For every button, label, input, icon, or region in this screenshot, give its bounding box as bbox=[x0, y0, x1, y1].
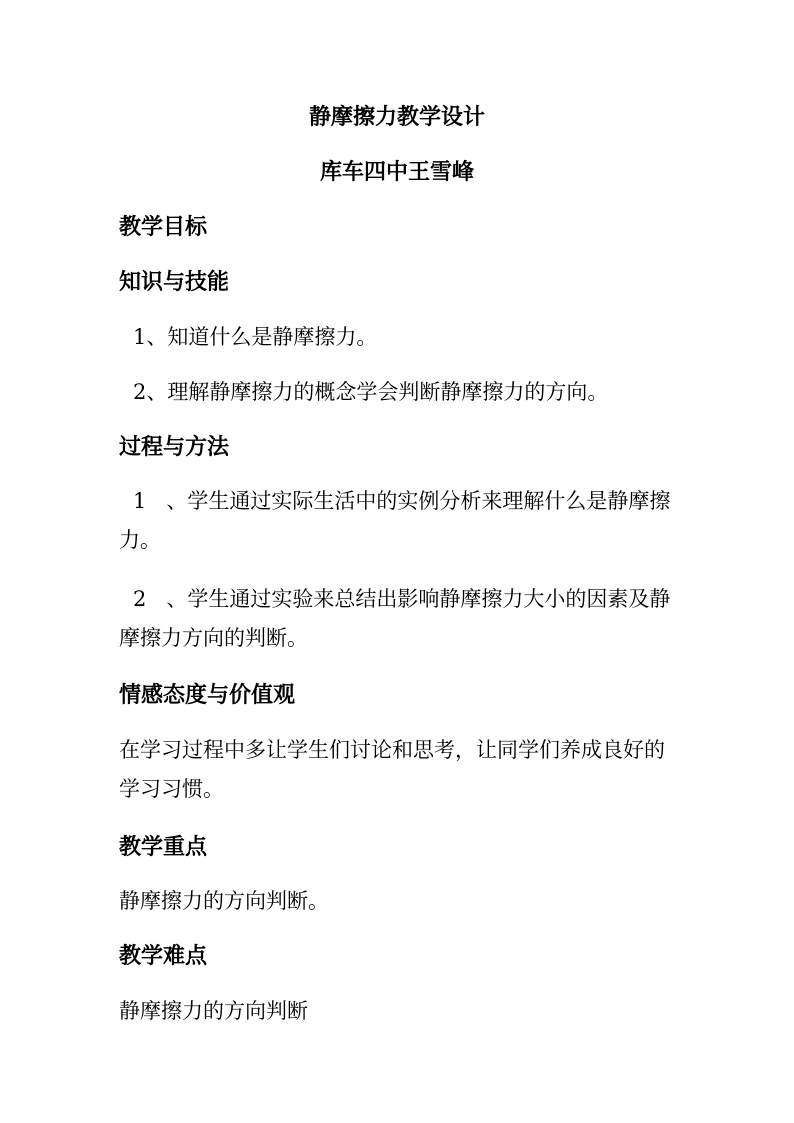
attitude-text: 在学习过程中多让学生们讨论和思考，让同学们养成良好的学习习惯。 bbox=[119, 738, 665, 801]
knowledge-item-2-number: 2 bbox=[133, 380, 147, 404]
objectives-heading: 教学目标 bbox=[119, 214, 208, 240]
process-item-2-number: 2 bbox=[133, 587, 147, 611]
knowledge-item-2-text: 、理解静摩擦力的概念学会判断静摩擦力的方向。 bbox=[146, 380, 609, 404]
process-heading: 过程与方法 bbox=[119, 434, 230, 460]
difficulty-text: 静摩擦力的方向判断 bbox=[119, 999, 308, 1023]
document-author: 库车四中王雪峰 bbox=[319, 159, 474, 185]
document-title: 静摩擦力教学设计 bbox=[308, 104, 485, 130]
knowledge-item-2 bbox=[119, 377, 679, 407]
process-item-1 bbox=[119, 482, 679, 560]
knowledge-item-1-number: 1 bbox=[133, 325, 147, 349]
knowledge-item-1 bbox=[119, 322, 679, 352]
attitude-heading: 情感态度与价值观 bbox=[119, 682, 296, 708]
key-point-text: 静摩擦力的方向判断。 bbox=[119, 889, 329, 913]
process-item-2 bbox=[119, 580, 679, 658]
difficulty-heading: 教学难点 bbox=[119, 943, 208, 969]
process-item-1-text: 、学生通过实际生活中的实例分析来理解什么是静摩擦力。 bbox=[119, 489, 671, 552]
key-point-heading: 教学重点 bbox=[119, 834, 208, 860]
knowledge-item-1-text: 、知道什么是静摩擦力。 bbox=[146, 325, 378, 349]
process-item-2-text: 、学生通过实验来总结出影响静摩擦力大小的因素及静摩擦力方向的判断。 bbox=[119, 587, 671, 650]
knowledge-heading: 知识与技能 bbox=[119, 269, 230, 295]
process-item-1-number: 1 bbox=[133, 489, 147, 513]
